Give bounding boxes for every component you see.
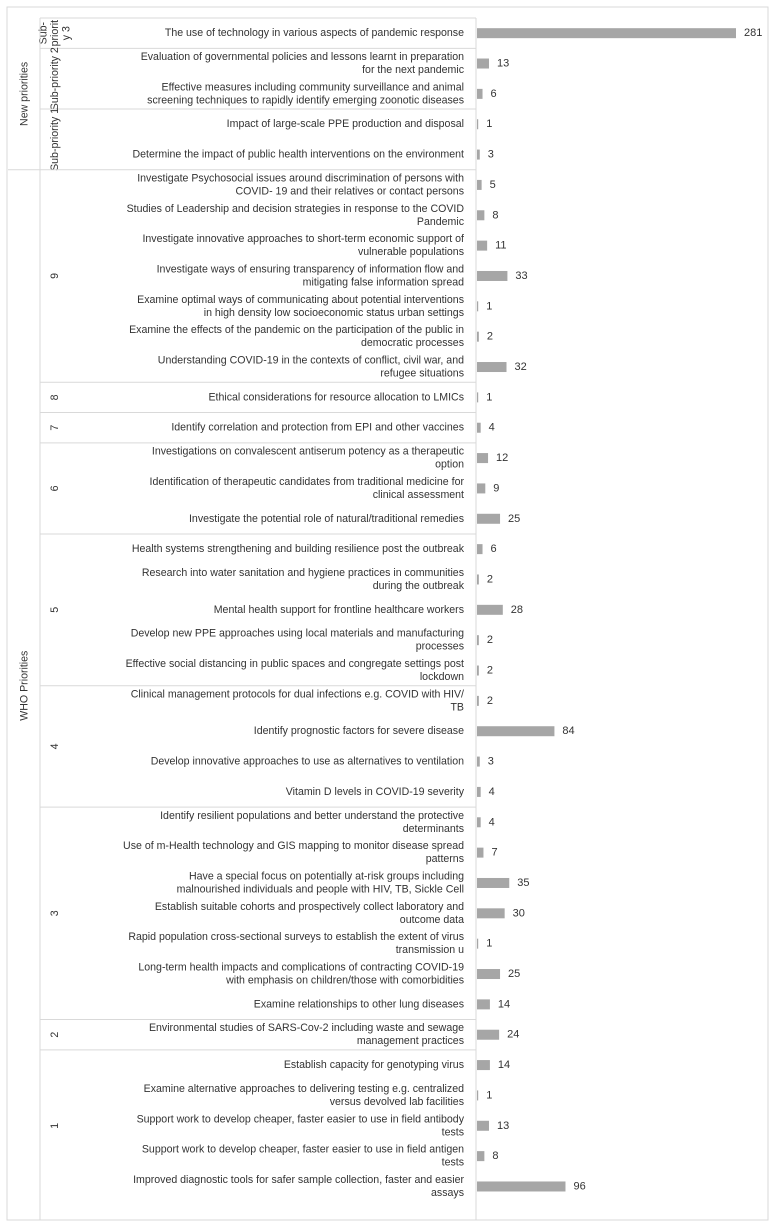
- category-label: outcome data: [399, 913, 464, 926]
- data-label: 33: [515, 269, 528, 282]
- data-label: 1: [486, 391, 493, 404]
- category-label: Pandemic: [416, 215, 464, 228]
- category-label: processes: [415, 640, 464, 653]
- category-label: Studies of Leadership and decision strategies in response to the COVID: [126, 202, 464, 215]
- category-label: democratic processes: [360, 337, 464, 350]
- category-label: Identify resilient populations and better understand the protective: [160, 809, 464, 822]
- data-label: 14: [497, 1059, 511, 1072]
- category-label: Examine the effects of the pandemic on the participation of the public in: [129, 324, 464, 337]
- group-label: Sub-: [37, 21, 50, 45]
- data-label: 11: [495, 239, 507, 252]
- data-label: 2: [486, 330, 493, 343]
- bar: [477, 28, 736, 38]
- category-label: Examine optimal ways of communicating about potential interventions: [137, 293, 464, 306]
- data-label: 14: [497, 998, 511, 1011]
- category-label: Improved diagnostic tools for safer sample collection, faster and easier: [133, 1173, 464, 1186]
- data-label: 281: [744, 27, 763, 40]
- group-label: 3: [49, 910, 61, 917]
- group-label: Sub-priority 1: [49, 107, 61, 171]
- category-label: Establish suitable cohorts and prospectively collect laboratory and: [154, 900, 464, 913]
- bar: [477, 453, 488, 463]
- data-label: 6: [490, 87, 497, 100]
- bar: [477, 59, 489, 69]
- bar: [477, 574, 479, 584]
- outer-group-label: WHO Priorities: [18, 650, 31, 721]
- bar: [477, 301, 478, 311]
- group-label: 1: [49, 1122, 61, 1129]
- category-label: malnourished individuals and people with HIV, TB, Sickle Cell: [176, 883, 464, 896]
- category-label: Have a special focus on potentially at-risk groups including: [189, 870, 464, 883]
- data-label: 6: [490, 543, 497, 556]
- category-label: mitigating false information spread: [302, 276, 464, 289]
- category-label: Vitamin D levels in COVID-19 severity: [285, 785, 464, 798]
- data-label: 8: [492, 1150, 499, 1163]
- bar: [477, 757, 480, 767]
- category-label: Identify correlation and protection from EPI and other vaccines: [171, 421, 464, 434]
- category-label: patterns: [425, 853, 464, 866]
- category-label: vulnerable populations: [357, 246, 464, 259]
- category-label: Mental health support for frontline healthcare workers: [213, 603, 464, 616]
- data-label: 13: [496, 1119, 510, 1132]
- bar: [477, 89, 483, 99]
- category-label: Evaluation of governmental policies and lessons learnt in preparation: [140, 51, 464, 64]
- group-label: 2: [49, 1031, 61, 1038]
- bar: [477, 241, 487, 251]
- category-label: Effective social distancing in public spaces and congregate settings post: [125, 658, 464, 671]
- data-label: 35: [517, 876, 530, 889]
- bar: [477, 392, 478, 402]
- group-label: 9: [49, 273, 61, 279]
- category-label: during the outbreak: [372, 579, 464, 592]
- category-label: lockdown: [419, 671, 464, 684]
- category-label: Examine relationships to other lung diseases: [253, 998, 464, 1011]
- category-label: management practices: [356, 1035, 464, 1048]
- data-label: 1: [486, 937, 493, 950]
- category-label: Determine the impact of public health interventions on the environment: [132, 148, 464, 161]
- data-label: 4: [488, 816, 495, 829]
- data-label: 4: [488, 785, 495, 798]
- category-label: COVID- 19 and their relatives or contact persons: [235, 185, 464, 198]
- category-label: Develop innovative approaches to use as alternatives to ventilation: [150, 755, 464, 768]
- bar: [477, 817, 481, 827]
- bar: [477, 1030, 499, 1040]
- category-label: with emphasis on children/those with comorbidities: [226, 974, 464, 987]
- category-label: Investigate Psychosocial issues around discrimination of persons with: [137, 172, 464, 185]
- bar: [477, 787, 481, 797]
- category-label: Identification of therapeutic candidates from traditional medicine for: [149, 475, 464, 488]
- category-label: Effective measures including community surveillance and animal: [161, 81, 464, 94]
- data-label: 5: [489, 178, 496, 191]
- data-label: 24: [507, 1028, 520, 1041]
- bar: [477, 1060, 490, 1070]
- group-label: y 3: [60, 26, 73, 41]
- data-label: 25: [508, 512, 521, 525]
- category-label: Use of m-Health technology and GIS mapping to monitor disease spread: [123, 840, 464, 853]
- category-label: determinants: [402, 822, 464, 835]
- bar: [477, 210, 484, 220]
- category-label: Clinical management protocols for dual infections e.g. COVID with HIV/: [130, 688, 464, 701]
- bar: [477, 483, 485, 493]
- category-label: TB: [450, 701, 464, 714]
- data-label: 7: [491, 846, 498, 859]
- data-label: 28: [510, 603, 524, 616]
- bar: [477, 150, 480, 160]
- category-label: Environmental studies of SARS-Cov-2 including waste and sewage: [148, 1022, 464, 1035]
- bar: [477, 969, 500, 979]
- category-label: The use of technology in various aspects of pandemic response: [164, 27, 464, 40]
- bar: [477, 271, 507, 281]
- category-label: Investigate the potential role of natural/traditional remedies: [188, 512, 464, 525]
- category-label: assays: [431, 1186, 464, 1199]
- bar: [477, 1151, 484, 1161]
- data-label: 96: [573, 1180, 586, 1193]
- bar: [477, 696, 479, 706]
- category-label: Support work to develop cheaper, faster easier to use in field antibody: [136, 1113, 464, 1126]
- bar: [477, 1181, 565, 1191]
- category-label: for the next pandemic: [362, 64, 464, 77]
- bar: [477, 180, 482, 190]
- category-label: versus devolved lab facilities: [329, 1095, 464, 1108]
- category-label: Research into water sanitation and hygiene practices in communities: [141, 566, 464, 579]
- data-label: 3: [487, 755, 494, 768]
- category-label: transmission u: [395, 944, 464, 957]
- bar: [477, 1090, 478, 1100]
- category-label: Support work to develop cheaper, faster easier to use in field antigen: [141, 1143, 464, 1156]
- category-label: Investigate innovative approaches to short-term economic support of: [142, 233, 464, 246]
- data-label: 12: [496, 452, 509, 465]
- category-label: option: [435, 458, 464, 471]
- outer-group-label: New priorities: [18, 61, 31, 126]
- category-label: in high density low socioeconomic status urban settings: [203, 306, 464, 319]
- category-label: Establish capacity for genotyping virus: [283, 1059, 464, 1072]
- category-label: screening techniques to rapidly identify emerging zoonotic diseases: [147, 94, 464, 107]
- category-label: Develop new PPE approaches using local materials and manufacturing: [130, 627, 464, 640]
- bar: [477, 848, 483, 858]
- bar: [477, 423, 481, 433]
- bar: [477, 119, 478, 129]
- bar: [477, 635, 479, 645]
- bar: [477, 362, 506, 372]
- category-label: Investigations on convalescent antiserum potency as a therapeutic: [151, 445, 464, 458]
- bar: [477, 939, 478, 949]
- bar: [477, 605, 503, 615]
- category-label: Health systems strengthening and building resilience post the outbreak: [131, 543, 464, 556]
- bar: [477, 544, 483, 554]
- data-label: 1: [486, 300, 493, 313]
- data-label: 25: [508, 968, 521, 981]
- group-label: 6: [49, 485, 61, 492]
- bar: [477, 666, 479, 676]
- group-label: 4: [49, 743, 61, 750]
- category-label: Long-term health impacts and complications of contracting COVID-19: [138, 961, 464, 974]
- data-label: 2: [486, 573, 493, 586]
- data-label: 2: [486, 694, 493, 707]
- data-label: 9: [493, 482, 500, 495]
- category-label: Rapid population cross-sectional surveys to establish the extent of virus: [128, 931, 464, 944]
- bar: [477, 726, 554, 736]
- bar: [477, 1121, 489, 1131]
- data-label: 4: [488, 421, 495, 434]
- category-label: tests: [441, 1156, 464, 1169]
- bar: [477, 332, 479, 342]
- bar: [477, 514, 500, 524]
- data-label: 3: [487, 148, 494, 161]
- group-label: priorit: [49, 19, 61, 47]
- category-label: Impact of large-scale PPE production and disposal: [226, 118, 464, 131]
- group-label: 8: [49, 394, 61, 401]
- category-label: Identify prognostic factors for severe disease: [253, 725, 464, 738]
- data-label: 2: [486, 634, 493, 647]
- group-label: 7: [49, 424, 61, 431]
- data-label: 84: [562, 725, 575, 738]
- category-label: refugee situations: [380, 367, 464, 380]
- data-label: 13: [496, 57, 510, 70]
- group-label: Sub-priority 2: [49, 47, 61, 111]
- category-label: Ethical considerations for resource allocation to LMICs: [208, 391, 464, 404]
- data-label: 8: [492, 209, 499, 222]
- data-label: 1: [486, 1089, 493, 1102]
- bar: [477, 999, 490, 1009]
- bar: [477, 908, 505, 918]
- data-label: 32: [514, 361, 527, 374]
- data-label: 30: [512, 907, 525, 920]
- data-label: 1: [486, 118, 493, 131]
- category-label: Understanding COVID-19 in the contexts of conflict, civil war, and: [157, 354, 464, 367]
- category-label: Examine alternative approaches to delivering testing e.g. centralized: [143, 1082, 464, 1095]
- category-label: clinical assessment: [372, 488, 464, 501]
- data-label: 2: [486, 664, 493, 677]
- category-label: tests: [441, 1126, 464, 1139]
- group-label: 5: [49, 606, 61, 613]
- category-label: Investigate ways of ensuring transparency of information flow and: [156, 263, 464, 276]
- bar: [477, 878, 509, 888]
